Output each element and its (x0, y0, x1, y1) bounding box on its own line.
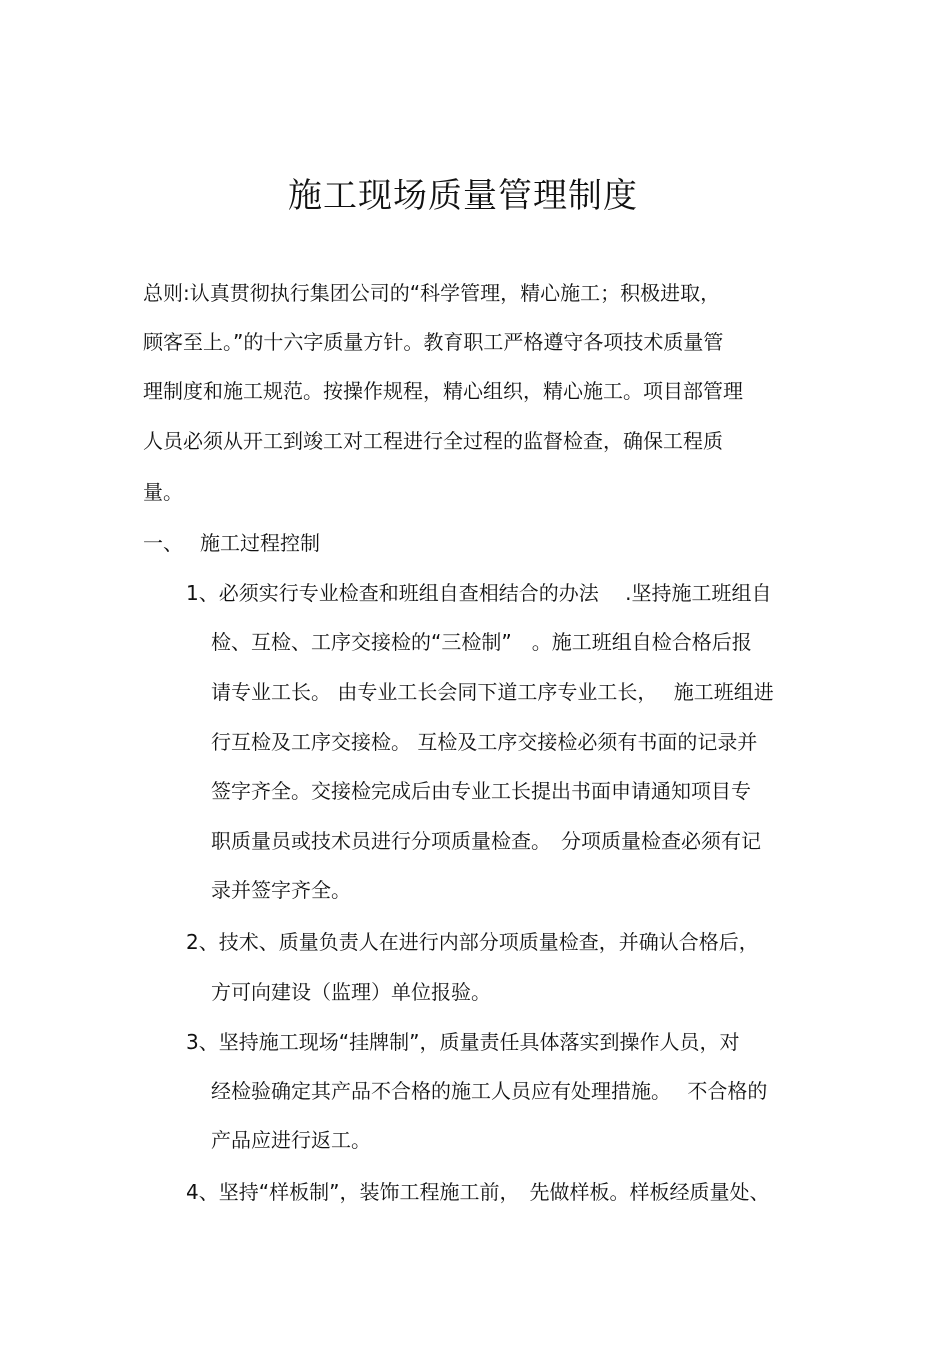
list-item-line: 录并签字齐全。 (211, 878, 351, 902)
list-item-line: 职质量员或技术员进行分项质量检查。 分项质量检查必须有记 (211, 829, 761, 853)
intro-line: 量。 (143, 480, 183, 504)
section-heading: 施工过程控制 (200, 531, 320, 555)
intro-line: 总则:认真贯彻执行集团公司的“科学管理，精心施工；积极进取， (143, 281, 721, 305)
list-item-line: 4、坚持“样板制”，装饰工程施工前， 先做样板。样板经质量处、 (186, 1180, 770, 1204)
list-item-line: 1、必须实行专业检查和班组自查相结合的办法 .坚持施工班组自 (186, 581, 772, 605)
list-item-line: 产品应进行返工。 (211, 1128, 371, 1152)
section-number: 一、 (143, 531, 183, 555)
list-item-line: 行互检及工序交接检。 互检及工序交接检必须有书面的记录并 (211, 730, 758, 754)
intro-line: 顾客至上。”的十六字质量方针。教育职工严格遵守各项技术质量管 (143, 330, 724, 354)
list-item-line: 检、互检、工序交接检的“三检制” 。施工班组自检合格后报 (211, 630, 752, 654)
document-title: 施工现场质量管理制度 (288, 176, 638, 216)
list-item-line: 经检验确定其产品不合格的施工人员应有处理措施。 不合格的 (211, 1079, 768, 1103)
intro-line: 理制度和施工规范。按操作规程，精心组织，精心施工。项目部管理 (143, 379, 743, 403)
list-item-line: 请专业工长。 由专业工长会同下道工序专业工长， 施工班组进 (211, 680, 774, 704)
list-item-line: 签字齐全。交接检完成后由专业工长提出书面申请通知项目专 (211, 779, 751, 803)
list-item-line: 方可向建设（监理）单位报验。 (211, 980, 491, 1004)
list-item-line: 2、技术、质量负责人在进行内部分项质量检查，并确认合格后， (186, 930, 759, 954)
list-item-line: 3、坚持施工现场“挂牌制”，质量责任具体落实到操作人员，对 (186, 1030, 740, 1054)
intro-line: 人员必须从开工到竣工对工程进行全过程的监督检查，确保工程质 (143, 429, 723, 453)
